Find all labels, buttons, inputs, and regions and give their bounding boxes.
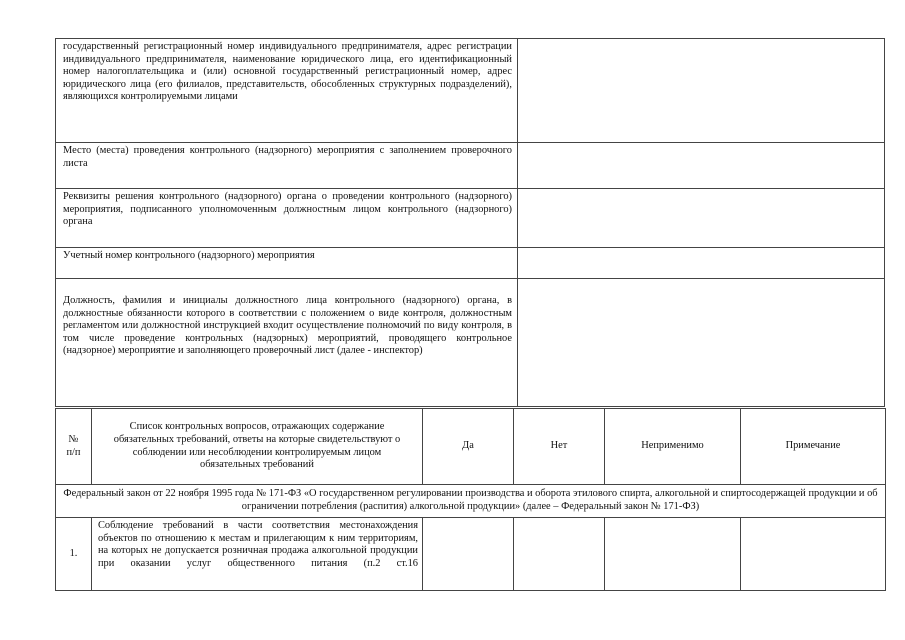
- info-row-registration: [56, 39, 885, 143]
- item-answer-no[interactable]: [514, 518, 605, 591]
- info-value-account-number[interactable]: [518, 248, 885, 279]
- info-value-inspector[interactable]: [518, 279, 885, 407]
- info-label-decision: Реквизиты решения контрольного (надзорного) органа о проведении контрольного (надзорного) мероприятия, подписанного уполномоченным должностным лицом контрольного (надзорного) органа: [56, 189, 518, 248]
- item-question: Соблюдение требований в части соответствия местонахождения объектов по отношению к местам и прилегающим к ним территориям, на которых не допускается розничная продажа алкогольной продукции при оказании услуг общественного питания (п.2 ст.16: [92, 518, 423, 591]
- item-number: 1.: [56, 518, 92, 591]
- info-row-place: [56, 143, 885, 189]
- checklist-header-row: [56, 409, 886, 485]
- info-row-account-number: [56, 248, 885, 279]
- info-value-place[interactable]: [518, 143, 885, 189]
- item-note[interactable]: [741, 518, 886, 591]
- item-answer-not-applicable[interactable]: [605, 518, 741, 591]
- header-note: Примечание: [741, 409, 886, 485]
- info-row-decision: [56, 189, 885, 248]
- info-label-place: Место (места) проведения контрольного (надзорного) мероприятия с заполнением проверочного листа: [56, 143, 518, 189]
- organization-info-table: [55, 38, 885, 407]
- checklist-item-row: [56, 518, 886, 591]
- law-title: Федеральный закон от 22 ноября 1995 года № 171-ФЗ «О государственном регулировании производства и оборота этилового спирта, алкогольной и спиртосодержащей продукции и об ограничении потребления (распития) алкогольной продукции» (далее – Федеральный закон № 171-ФЗ): [56, 485, 886, 518]
- info-value-registration[interactable]: [518, 39, 885, 143]
- header-yes: Да: [423, 409, 514, 485]
- info-value-decision[interactable]: [518, 189, 885, 248]
- law-section-row: [56, 485, 886, 518]
- info-label-inspector: Должность, фамилия и инициалы должностного лица контрольного (надзорного) органа, в должностные обязанности которого в соответствии с положением о виде контроля, должностным регламентом или должностной инструкцией входит осуществление полномочий по виду контроля, в том числе проведение контрольных (надзорных) мероприятий, проводящего контрольное (надзорное) мероприятие и заполняющего проверочный лист (далее - инспектор): [56, 279, 518, 407]
- checklist-table: [55, 408, 886, 591]
- info-label-registration: государственный регистрационный номер индивидуального предпринимателя, адрес регистрации индивидуального предпринимателя, наименование юридического лица, его идентификационный номер налогоплательщика и (или) основной государственный регистрационный номер, адрес юридического лица (его филиалов, представительств, обособленных структурных подразделений), являющихся контролируемыми лицами: [56, 39, 518, 143]
- header-no: Нет: [514, 409, 605, 485]
- header-question: Список контрольных вопросов, отражающих содержание обязательных требований, ответы на которые свидетельствуют о соблюдении или несоблюдении контролируемым лицом обязательных требований: [92, 409, 423, 485]
- header-number: № п/п: [56, 409, 92, 485]
- item-answer-yes[interactable]: [423, 518, 514, 591]
- info-row-inspector: [56, 279, 885, 407]
- header-not-applicable: Неприменимо: [605, 409, 741, 485]
- info-label-account-number: Учетный номер контрольного (надзорного) мероприятия: [56, 248, 518, 279]
